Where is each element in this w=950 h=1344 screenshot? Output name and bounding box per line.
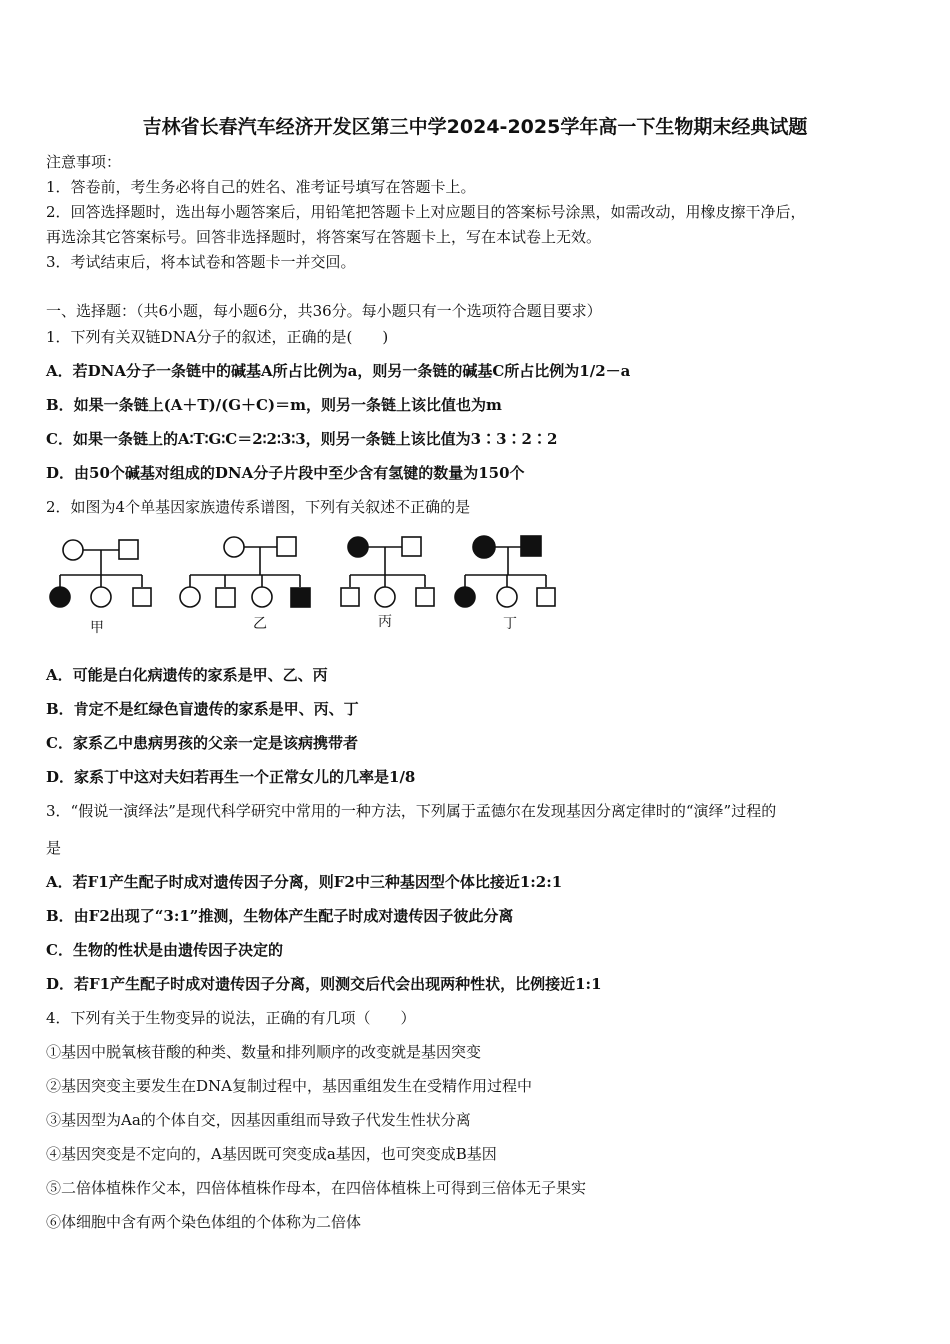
q1-option-a: A．若DNA分子一条链中的碱基A所占比例为a，则另一条链的碱基C所占比例为1/2－a (46, 362, 631, 380)
q3-stem-cont: 是 (46, 839, 62, 857)
q2-option-a: A．可能是白化病遗传的家系是甲、乙、丙 (46, 666, 328, 684)
q3-option-d: D．若F1产生配子时成对遗传因子分离，则测交后代会出现两种性状，比例接近1:1 (46, 975, 602, 993)
q4-item-5: ⑤二倍体植株作父本，四倍体植株作母本，在四倍体植株上可得到三倍体无子果实 (46, 1179, 587, 1197)
q4-item-1: ①基因中脱氧核苷酸的种类、数量和排列顺序的改变就是基因突变 (46, 1043, 482, 1061)
pedigree-diagram (40, 530, 580, 640)
notice-item-3: 3．考试结束后，将本试卷和答题卡一并交回。 (46, 253, 356, 271)
q3-stem: 3．“假说一演绎法”是现代科学研究中常用的一种方法，下列属于孟德尔在发现基因分离定律时的“演绎”过程的 (46, 802, 777, 820)
pedigree-jia (50, 540, 151, 607)
notice-item-2: 2．回答选择题时，选出每小题答案后，用铅笔把答题卡上对应题目的答案标号涂黑，如需改动，用橡皮擦干净后， (46, 203, 806, 221)
q2-option-d: D．家系丁中这对夫妇若再生一个正常女儿的几率是1/8 (46, 768, 416, 786)
q1-stem: 1．下列有关双链DNA分子的叙述，正确的是( ) (46, 328, 389, 346)
pedigree-label-bing: 丙 (378, 614, 392, 630)
q2-stem: 2．如图为4个单基因家族遗传系谱图，下列有关叙述不正确的是 (46, 498, 471, 516)
q1-option-c: C．如果一条链上的A∶T∶G∶C＝2∶2∶3∶3，则另一条链上该比值为3∶3∶2∶2 (46, 430, 558, 448)
q4-stem: 4．下列有关于生物变异的说法，正确的有几项（ ） (46, 1009, 416, 1027)
notice-item-1: 1．答卷前，考生务必将自己的姓名、准考证号填写在答题卡上。 (46, 178, 476, 196)
notice-item-2-cont: 再选涂其它答案标号。回答非选择题时，将答案写在答题卡上，写在本试卷上无效。 (46, 228, 602, 246)
pedigree-label-jia: 甲 (90, 620, 104, 636)
q1-option-b: B．如果一条链上(A＋T)/(G＋C)＝m，则另一条链上该比值也为m (46, 396, 502, 414)
q4-item-2: ②基因突变主要发生在DNA复制过程中，基因重组发生在受精作用过程中 (46, 1077, 532, 1095)
q1-option-d: D．由50个碱基对组成的DNA分子片段中至少含有氢键的数量为150个 (46, 464, 525, 482)
pedigree-label-yi: 乙 (253, 616, 267, 632)
pedigree-label-ding: 丁 (503, 616, 517, 632)
pedigree-bing (341, 537, 434, 607)
q4-item-3: ③基因型为Aa的个体自交，因基因重组而导致子代发生性状分离 (46, 1111, 471, 1129)
q2-option-c: C．家系乙中患病男孩的父亲一定是该病携带者 (46, 734, 358, 752)
page-title: 吉林省长春汽车经济开发区第三中学2024-2025学年高一下生物期末经典试题 (142, 116, 808, 138)
section-heading: 一、选择题：（共6小题，每小题6分，共36分。每小题只有一个选项符合题目要求） (46, 302, 602, 320)
q4-item-6: ⑥体细胞中含有两个染色体组的个体称为二倍体 (46, 1213, 362, 1231)
q3-option-a: A．若F1产生配子时成对遗传因子分离，则F2中三种基因型个体比接近1:2:1 (46, 873, 563, 891)
q3-option-b: B．由F2出现了“3:1”推测，生物体产生配子时成对遗传因子彼此分离 (46, 907, 514, 925)
q3-option-c: C．生物的性状是由遗传因子决定的 (46, 941, 283, 959)
notice-heading: 注意事项： (46, 153, 122, 171)
q4-item-4: ④基因突变是不定向的，A基因既可突变成a基因，也可突变成B基因 (46, 1145, 497, 1163)
q2-option-b: B．肯定不是红绿色盲遗传的家系是甲、丙、丁 (46, 700, 359, 718)
pedigree-yi (180, 537, 310, 607)
pedigree-ding (455, 536, 555, 607)
